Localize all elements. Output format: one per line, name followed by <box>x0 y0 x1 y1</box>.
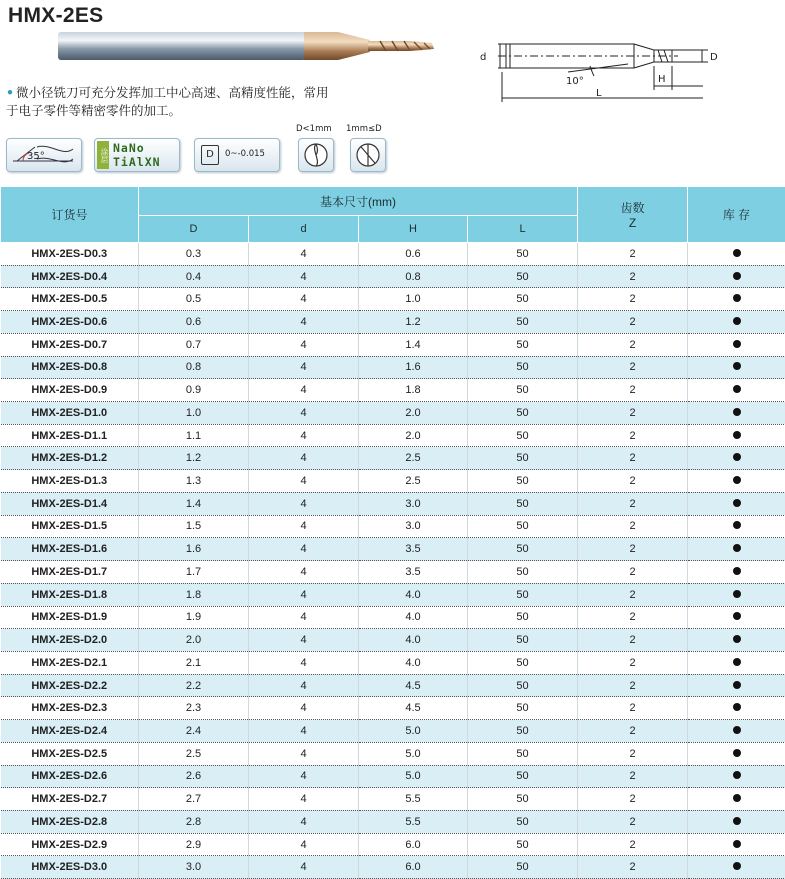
cell-d: 4 <box>249 833 359 856</box>
cell-d: 4 <box>249 651 359 674</box>
coating-name-2: TiAlXN <box>113 155 161 169</box>
table-row <box>1 379 785 402</box>
table-row <box>1 674 785 697</box>
schematic-label-L: L <box>596 88 602 99</box>
dimension-schematic <box>478 36 738 106</box>
cell-H: 1.2 <box>359 311 468 334</box>
stock-dot-icon <box>733 681 741 689</box>
stock-cell <box>688 583 785 606</box>
cell-Z: 2 <box>578 470 688 493</box>
cell-D: 0.7 <box>139 333 249 356</box>
cell-Z: 2 <box>578 810 688 833</box>
cell-Z: 2 <box>578 424 688 447</box>
table-row <box>1 265 785 288</box>
order-code-cell: HMX-2ES-D2.0 <box>1 629 139 652</box>
description-line-2: 于电子零件等精密零件的加工。 <box>6 102 386 120</box>
cell-D: 1.9 <box>139 606 249 629</box>
table-row <box>1 720 785 743</box>
table-row <box>1 356 785 379</box>
product-description <box>6 84 386 120</box>
tolerance-icon <box>194 138 280 172</box>
stock-cell <box>688 243 785 266</box>
order-code-cell: HMX-2ES-D0.5 <box>1 288 139 311</box>
cell-Z: 2 <box>578 561 688 584</box>
table-row <box>1 765 785 788</box>
cell-D: 0.8 <box>139 356 249 379</box>
cell-D: 0.3 <box>139 243 249 266</box>
cell-H: 2.0 <box>359 424 468 447</box>
table-row <box>1 243 785 266</box>
stock-cell <box>688 629 785 652</box>
stock-cell <box>688 288 785 311</box>
cell-H: 3.0 <box>359 492 468 515</box>
cell-Z: 2 <box>578 356 688 379</box>
table-row <box>1 833 785 856</box>
cell-Z: 2 <box>578 583 688 606</box>
tolerance-value: 0~-0.015 <box>225 149 265 159</box>
cell-L: 50 <box>468 311 578 334</box>
cell-H: 5.5 <box>359 788 468 811</box>
cell-H: 3.0 <box>359 515 468 538</box>
stock-cell <box>688 651 785 674</box>
cell-Z: 2 <box>578 538 688 561</box>
schematic-label-H: H <box>658 74 666 85</box>
description-line-1: 微小径铣刀可充分发挥加工中心高速、高精度性能，常用 <box>16 85 329 100</box>
cell-H: 5.0 <box>359 742 468 765</box>
cell-D: 1.3 <box>139 470 249 493</box>
cell-D: 2.5 <box>139 742 249 765</box>
stock-cell <box>688 424 785 447</box>
stock-dot-icon <box>733 840 741 848</box>
cell-H: 5.5 <box>359 810 468 833</box>
cell-d: 4 <box>249 288 359 311</box>
cell-d: 4 <box>249 470 359 493</box>
stock-dot-icon <box>733 635 741 643</box>
end-mill-photo <box>58 27 436 65</box>
spec-table <box>0 186 785 879</box>
cell-L: 50 <box>468 674 578 697</box>
order-code-cell: HMX-2ES-D1.2 <box>1 447 139 470</box>
order-code-cell: HMX-2ES-D1.6 <box>1 538 139 561</box>
cell-d: 4 <box>249 697 359 720</box>
cell-d: 4 <box>249 765 359 788</box>
order-code-cell: HMX-2ES-D0.3 <box>1 243 139 266</box>
cell-D: 2.4 <box>139 720 249 743</box>
table-row <box>1 697 785 720</box>
order-code-cell: HMX-2ES-D2.7 <box>1 788 139 811</box>
stock-cell <box>688 765 785 788</box>
order-code-cell: HMX-2ES-D2.1 <box>1 651 139 674</box>
stock-dot-icon <box>733 521 741 529</box>
stock-dot-icon <box>733 658 741 666</box>
stock-cell <box>688 356 785 379</box>
schematic-angle: 10° <box>566 76 584 87</box>
cell-Z: 2 <box>578 833 688 856</box>
cell-d: 4 <box>249 583 359 606</box>
cell-L: 50 <box>468 447 578 470</box>
cell-L: 50 <box>468 856 578 879</box>
header-d: d <box>249 216 359 243</box>
stock-dot-icon <box>733 862 741 870</box>
helix-angle-icon <box>6 138 82 172</box>
cell-L: 50 <box>468 720 578 743</box>
header-D: D <box>139 216 249 243</box>
cell-H: 2.5 <box>359 447 468 470</box>
cell-Z: 2 <box>578 379 688 402</box>
table-row <box>1 742 785 765</box>
order-code-cell: HMX-2ES-D2.9 <box>1 833 139 856</box>
cell-H: 1.4 <box>359 333 468 356</box>
flute-section-large-icon <box>351 139 385 171</box>
table-row <box>1 311 785 334</box>
stock-dot-icon <box>733 771 741 779</box>
cell-Z: 2 <box>578 515 688 538</box>
cell-H: 1.8 <box>359 379 468 402</box>
page-title: HMX-2ES <box>8 4 103 28</box>
cell-L: 50 <box>468 765 578 788</box>
header-teeth-label: 齿数 <box>578 199 687 216</box>
cell-H: 5.0 <box>359 765 468 788</box>
stock-dot-icon <box>733 794 741 802</box>
header-teeth <box>578 187 688 243</box>
cell-d: 4 <box>249 856 359 879</box>
cell-L: 50 <box>468 243 578 266</box>
cell-Z: 2 <box>578 447 688 470</box>
flute-section-small-icon <box>299 139 333 171</box>
stock-cell <box>688 720 785 743</box>
cell-d: 4 <box>249 720 359 743</box>
cell-D: 2.1 <box>139 651 249 674</box>
order-code-cell: HMX-2ES-D1.4 <box>1 492 139 515</box>
stock-dot-icon <box>733 703 741 711</box>
cell-L: 50 <box>468 833 578 856</box>
stock-cell <box>688 265 785 288</box>
cell-L: 50 <box>468 424 578 447</box>
stock-dot-icon <box>733 476 741 484</box>
cell-d: 4 <box>249 333 359 356</box>
cell-d: 4 <box>249 379 359 402</box>
table-row <box>1 856 785 879</box>
cell-L: 50 <box>468 492 578 515</box>
flute-small-icon <box>298 138 334 172</box>
cell-L: 50 <box>468 538 578 561</box>
stock-cell <box>688 810 785 833</box>
stock-cell <box>688 606 785 629</box>
cell-H: 6.0 <box>359 833 468 856</box>
cell-D: 2.8 <box>139 810 249 833</box>
order-code-cell: HMX-2ES-D2.3 <box>1 697 139 720</box>
cell-D: 0.9 <box>139 379 249 402</box>
cell-H: 4.5 <box>359 697 468 720</box>
stock-cell <box>688 538 785 561</box>
cell-D: 1.8 <box>139 583 249 606</box>
header-teeth-sub: Z <box>578 216 687 230</box>
stock-dot-icon <box>733 431 741 439</box>
cell-D: 0.5 <box>139 288 249 311</box>
order-code-cell: HMX-2ES-D0.4 <box>1 265 139 288</box>
cell-Z: 2 <box>578 333 688 356</box>
cell-d: 4 <box>249 742 359 765</box>
table-row <box>1 288 785 311</box>
cell-L: 50 <box>468 606 578 629</box>
cell-H: 4.0 <box>359 583 468 606</box>
cell-L: 50 <box>468 742 578 765</box>
cell-D: 1.2 <box>139 447 249 470</box>
cell-L: 50 <box>468 470 578 493</box>
cell-L: 50 <box>468 515 578 538</box>
coating-icon <box>94 138 180 172</box>
cell-D: 2.2 <box>139 674 249 697</box>
stock-dot-icon <box>733 317 741 325</box>
cell-d: 4 <box>249 243 359 266</box>
cell-H: 4.5 <box>359 674 468 697</box>
table-row <box>1 333 785 356</box>
header-stock: 库 存 <box>688 187 785 243</box>
stock-dot-icon <box>733 567 741 575</box>
cell-L: 50 <box>468 651 578 674</box>
cell-H: 5.0 <box>359 720 468 743</box>
cell-L: 50 <box>468 697 578 720</box>
cell-D: 1.0 <box>139 402 249 425</box>
cell-D: 0.4 <box>139 265 249 288</box>
stock-dot-icon <box>733 249 741 257</box>
stock-cell <box>688 311 785 334</box>
cell-D: 1.5 <box>139 515 249 538</box>
cell-L: 50 <box>468 810 578 833</box>
cell-D: 2.7 <box>139 788 249 811</box>
spec-table-body <box>1 243 785 879</box>
large-diameter-label: 1mm≤D <box>346 124 382 134</box>
table-row <box>1 810 785 833</box>
table-row <box>1 470 785 493</box>
cell-D: 2.0 <box>139 629 249 652</box>
stock-dot-icon <box>733 817 741 825</box>
stock-dot-icon <box>733 499 741 507</box>
order-code-cell: HMX-2ES-D2.6 <box>1 765 139 788</box>
stock-dot-icon <box>733 408 741 416</box>
order-code-cell: HMX-2ES-D1.9 <box>1 606 139 629</box>
table-row <box>1 583 785 606</box>
stock-cell <box>688 515 785 538</box>
stock-dot-icon <box>733 453 741 461</box>
order-code-cell: HMX-2ES-D1.1 <box>1 424 139 447</box>
cell-H: 0.6 <box>359 243 468 266</box>
cell-d: 4 <box>249 492 359 515</box>
tolerance-symbol: D <box>201 145 219 165</box>
cell-L: 50 <box>468 333 578 356</box>
table-row <box>1 515 785 538</box>
cell-Z: 2 <box>578 243 688 266</box>
cell-L: 50 <box>468 356 578 379</box>
stock-cell <box>688 833 785 856</box>
header-H: H <box>359 216 468 243</box>
table-row <box>1 402 785 425</box>
order-code-cell: HMX-2ES-D2.2 <box>1 674 139 697</box>
cell-H: 3.5 <box>359 538 468 561</box>
schematic-label-D: D <box>710 52 718 63</box>
stock-dot-icon <box>733 362 741 370</box>
order-code-cell: HMX-2ES-D2.5 <box>1 742 139 765</box>
cell-Z: 2 <box>578 311 688 334</box>
cell-H: 2.0 <box>359 402 468 425</box>
stock-dot-icon <box>733 612 741 620</box>
cell-d: 4 <box>249 788 359 811</box>
cell-Z: 2 <box>578 492 688 515</box>
cell-Z: 2 <box>578 720 688 743</box>
cell-L: 50 <box>468 583 578 606</box>
table-row <box>1 424 785 447</box>
cell-Z: 2 <box>578 265 688 288</box>
cell-H: 2.5 <box>359 470 468 493</box>
cell-L: 50 <box>468 265 578 288</box>
cell-H: 4.0 <box>359 629 468 652</box>
order-code-cell: HMX-2ES-D1.8 <box>1 583 139 606</box>
table-row <box>1 447 785 470</box>
cell-L: 50 <box>468 629 578 652</box>
cell-d: 4 <box>249 561 359 584</box>
cell-Z: 2 <box>578 856 688 879</box>
cell-d: 4 <box>249 447 359 470</box>
cell-D: 1.7 <box>139 561 249 584</box>
bullet-icon: • <box>6 85 14 100</box>
stock-dot-icon <box>733 294 741 302</box>
cell-H: 1.6 <box>359 356 468 379</box>
cell-d: 4 <box>249 810 359 833</box>
stock-cell <box>688 697 785 720</box>
table-row <box>1 492 785 515</box>
order-code-cell: HMX-2ES-D0.9 <box>1 379 139 402</box>
stock-dot-icon <box>733 272 741 280</box>
header-L: L <box>468 216 578 243</box>
cell-L: 50 <box>468 561 578 584</box>
cell-Z: 2 <box>578 788 688 811</box>
cell-Z: 2 <box>578 629 688 652</box>
flute-large-icon <box>350 138 386 172</box>
stock-cell <box>688 674 785 697</box>
cell-H: 4.0 <box>359 606 468 629</box>
order-code-cell: HMX-2ES-D1.7 <box>1 561 139 584</box>
cell-d: 4 <box>249 265 359 288</box>
cell-d: 4 <box>249 538 359 561</box>
stock-cell <box>688 856 785 879</box>
table-row <box>1 561 785 584</box>
stock-cell <box>688 447 785 470</box>
order-code-cell: HMX-2ES-D1.5 <box>1 515 139 538</box>
order-code-cell: HMX-2ES-D2.8 <box>1 810 139 833</box>
coating-tag: 涂层 <box>97 141 109 169</box>
cell-d: 4 <box>249 629 359 652</box>
cell-d: 4 <box>249 515 359 538</box>
cell-D: 2.9 <box>139 833 249 856</box>
order-code-cell: HMX-2ES-D2.4 <box>1 720 139 743</box>
table-row <box>1 788 785 811</box>
helix-angle-label: 35° <box>27 151 45 162</box>
stock-cell <box>688 561 785 584</box>
feature-icons <box>6 124 406 174</box>
cell-D: 2.3 <box>139 697 249 720</box>
helix-graphic-icon <box>7 139 81 171</box>
stock-cell <box>688 379 785 402</box>
cell-Z: 2 <box>578 765 688 788</box>
stock-cell <box>688 788 785 811</box>
order-code-cell: HMX-2ES-D1.0 <box>1 402 139 425</box>
stock-dot-icon <box>733 590 741 598</box>
cell-d: 4 <box>249 674 359 697</box>
stock-cell <box>688 333 785 356</box>
order-code-cell: HMX-2ES-D3.0 <box>1 856 139 879</box>
table-row <box>1 538 785 561</box>
cell-L: 50 <box>468 379 578 402</box>
small-diameter-label: D<1mm <box>296 124 332 134</box>
coating-name-1: NaNo <box>113 141 145 155</box>
cell-d: 4 <box>249 606 359 629</box>
cell-Z: 2 <box>578 697 688 720</box>
cell-Z: 2 <box>578 651 688 674</box>
cell-D: 0.6 <box>139 311 249 334</box>
cell-L: 50 <box>468 402 578 425</box>
cell-Z: 2 <box>578 742 688 765</box>
table-row <box>1 606 785 629</box>
cell-H: 4.0 <box>359 651 468 674</box>
header-order-no: 订货号 <box>1 187 139 243</box>
cell-D: 2.6 <box>139 765 249 788</box>
cell-Z: 2 <box>578 606 688 629</box>
cell-H: 3.5 <box>359 561 468 584</box>
stock-dot-icon <box>733 340 741 348</box>
order-code-cell: HMX-2ES-D0.7 <box>1 333 139 356</box>
cell-D: 1.1 <box>139 424 249 447</box>
cell-H: 6.0 <box>359 856 468 879</box>
order-code-cell: HMX-2ES-D0.8 <box>1 356 139 379</box>
cell-D: 1.6 <box>139 538 249 561</box>
stock-dot-icon <box>733 385 741 393</box>
cell-L: 50 <box>468 288 578 311</box>
stock-dot-icon <box>733 544 741 552</box>
cell-L: 50 <box>468 788 578 811</box>
order-code-cell: HMX-2ES-D0.6 <box>1 311 139 334</box>
cell-d: 4 <box>249 356 359 379</box>
cell-d: 4 <box>249 424 359 447</box>
cell-H: 0.8 <box>359 265 468 288</box>
cell-Z: 2 <box>578 288 688 311</box>
cell-Z: 2 <box>578 674 688 697</box>
header-basic-dimensions: 基本尺寸(mm) <box>139 187 578 216</box>
schematic-label-d: d <box>480 52 486 63</box>
cell-d: 4 <box>249 311 359 334</box>
cell-Z: 2 <box>578 402 688 425</box>
cell-D: 1.4 <box>139 492 249 515</box>
cell-H: 1.0 <box>359 288 468 311</box>
cell-d: 4 <box>249 402 359 425</box>
cell-D: 3.0 <box>139 856 249 879</box>
stock-dot-icon <box>733 726 741 734</box>
stock-cell <box>688 492 785 515</box>
table-row <box>1 629 785 652</box>
stock-dot-icon <box>733 749 741 757</box>
table-row <box>1 651 785 674</box>
stock-cell <box>688 470 785 493</box>
order-code-cell: HMX-2ES-D1.3 <box>1 470 139 493</box>
stock-cell <box>688 742 785 765</box>
stock-cell <box>688 402 785 425</box>
